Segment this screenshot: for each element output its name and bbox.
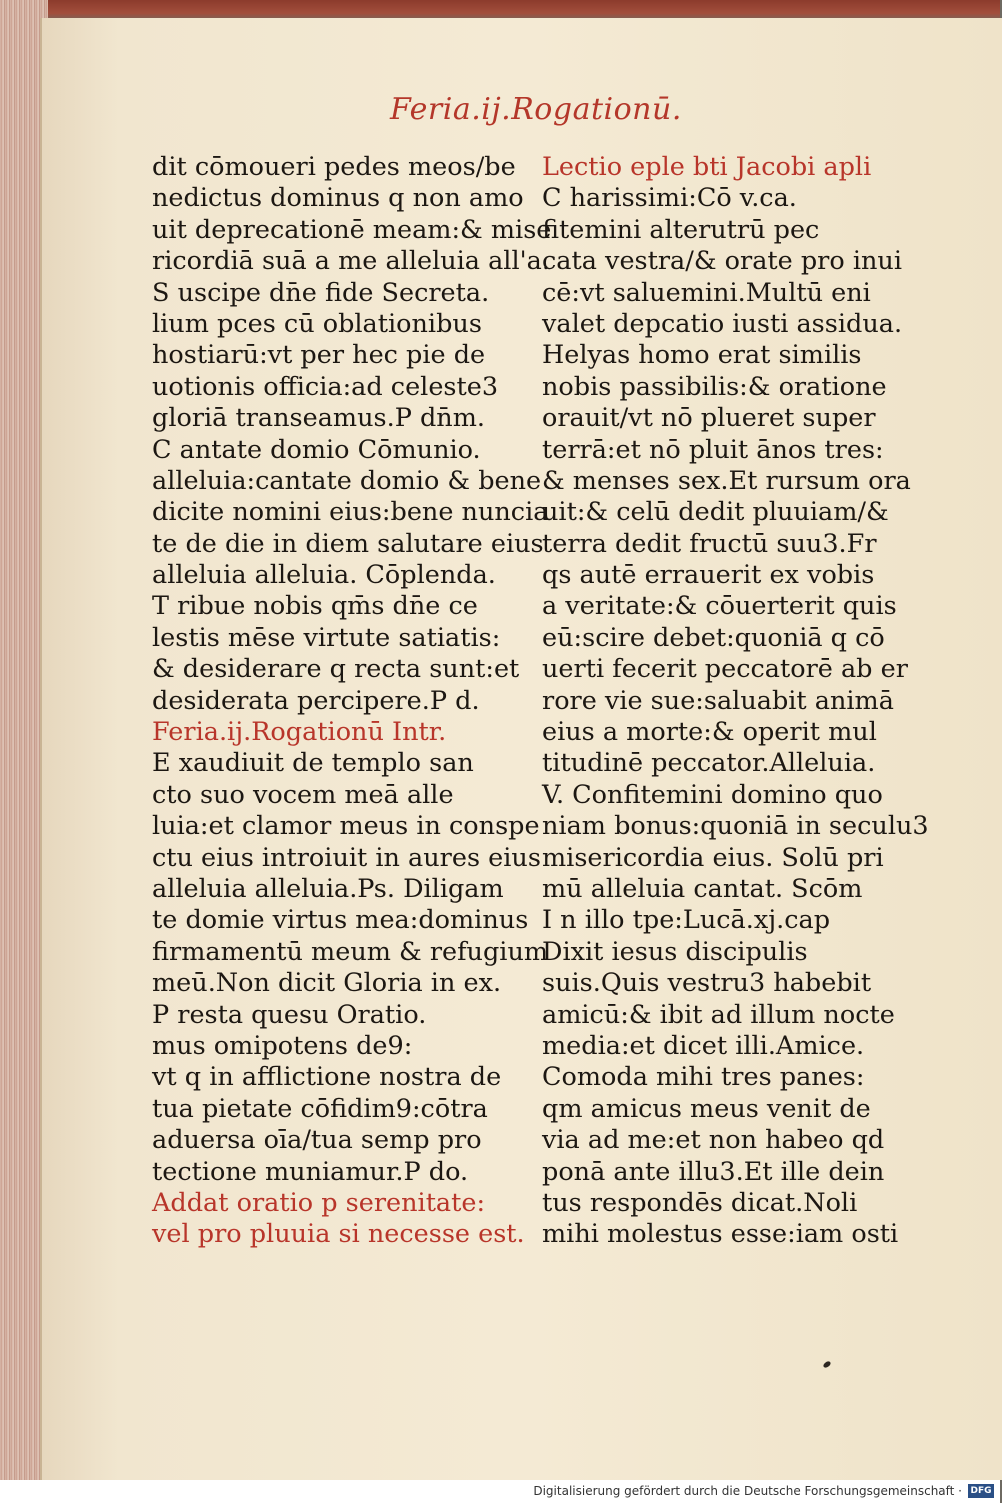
text-line: E xaudiuit de templo san [152,748,474,779]
text-line: desiderata percipere.P d. [152,685,480,716]
text-line: uotionis officia:ad celeste3 [152,371,499,402]
text-line: luia:et clamor meus in conspe [152,811,540,842]
text-line: fitemini alterutrū pec [542,214,820,245]
text-line: firmamentū meum & refugium [152,936,549,967]
text-line: rore vie sue:saluabit animā [542,685,894,716]
text-line: cē:vt saluemini.Multū eni [542,277,871,308]
text-line: lium pces cū oblationibus [152,308,482,339]
text-line: aduersa oīa/tua semp pro [152,1125,482,1156]
text-line: eius a morte:& operit mul [542,717,877,748]
text-line: terra dedit fructū suu3.Fr [542,528,877,559]
text-line: uit:& celū dedit pluuiam/& [542,497,889,528]
text-line: a veritate:& cōuerterit quis [542,591,897,622]
text-line: Feria.ij.Rogationū Intr. [152,717,447,748]
text-line: qs autē errauerit ex vobis [542,560,875,591]
text-line: P resta quesu Oratio. [152,999,427,1030]
text-line: T ribue nobis qm̄s dn̄e ce [152,591,478,622]
text-line: nobis passibilis:& oratione [542,371,887,402]
text-line: terrā:et nō pluit ānos tres: [542,434,884,465]
text-line: meū.Non dicit Gloria in ex. [152,968,502,999]
text-line: alleluia:cantate domio & bene [152,465,542,496]
text-line: mus omipotens de9: [152,1030,413,1061]
text-line: via ad me:et non habeo qd [542,1125,885,1156]
text-line: nedictus dominus q non amo [152,183,524,214]
text-line: vt q in afflictione nostra de [152,1062,502,1093]
text-line: I n illo tpe:Lucā.xj.cap [542,905,831,936]
text-line: dicite nomini eius:bene nuncia [152,497,549,528]
text-line: media:et dicet illi.Amice. [542,1030,865,1061]
text-line: Lectio eple bti Jacobi apli [542,152,872,182]
left-text-column [152,152,552,1251]
text-line: amicū:& ibit ad illum nocte [542,999,895,1030]
text-line: uerti fecerit peccatorē ab er [542,654,908,685]
text-line: gloriā transeamus.P dn̄m. [152,403,486,434]
footer-bar [0,1480,1000,1503]
text-line: lestis mēse virtute satiatis: [152,622,501,653]
text-line: ponā ante illu3.Et ille dein [542,1156,885,1187]
text-line: Comoda mihi tres panes: [542,1062,865,1093]
text-line: titudinē peccator.Alleluia. [542,748,876,779]
text-line: alleluia alleluia. Cōplenda. [152,560,496,591]
text-line: & menses sex.Et rursum ora [542,465,911,496]
text-line: hostiarū:vt per hec pie de [152,340,486,371]
text-line: suis.Quis vestru3 habebit [542,968,872,999]
text-line: alleluia alleluia.Ps. Diligam [152,873,504,904]
text-line: cata vestra/& orate pro inui [542,246,902,277]
text-line: C harissimi:Cō v.ca. [542,183,797,214]
text-line: cto suo vocem meā alle [152,779,454,810]
text-line: mū alleluia cantat. Scōm [542,873,863,904]
text-line: ctu eius introiuit in aures eius [152,842,541,873]
text-line: tectione muniamur.P do. [152,1156,469,1187]
right-text-column [542,152,929,1251]
text-line: vel pro pluuia si necesse est. [152,1219,525,1250]
text-line: C antate domio Cōmunio. [152,434,481,465]
text-line: qm amicus meus venit de [542,1093,871,1124]
dfg-logo: DFG [968,1484,994,1498]
text-line: Helyas homo erat similis [542,340,862,371]
text-line: tua pietate cōfidim9:cōtra [152,1093,488,1124]
text-line: tus respondēs dicat.Noli [542,1187,858,1218]
text-line: Dixit iesus discipulis [542,936,808,967]
text-line: S uscipe dn̄e fide Secreta. [152,277,490,308]
text-line: V. Confitemini domino quo [542,779,883,810]
text-line: orauit/vt nō plueret super [542,403,876,434]
text-line: ricordiā suā a me alleluia all'a. [152,246,550,277]
running-head: Feria.ij.Rogationū. [390,92,682,127]
text-line: uit deprecationē meam:& mise [152,214,552,245]
text-line: dit cōmoueri pedes meos/be [152,152,516,182]
text-line: eū:scire debet:quoniā q cō [542,622,885,653]
text-line: misericordia eius. Solū pri [542,842,884,873]
text-line: te domie virtus mea:dominus [152,905,529,936]
text-line: & desiderare q recta sunt:et [152,654,520,685]
text-line: valet depcatio iusti assidua. [542,308,903,339]
text-line: mihi molestus esse:iam osti [542,1219,899,1250]
text-line: niam bonus:quoniā in seculu3 [542,811,929,842]
footer-credit: Digitalisierung gefördert durch die Deutsche Forschungsgemeinschaft · [533,1484,962,1498]
text-line: Addat oratio p serenitate: [152,1187,486,1218]
text-line: te de die in diem salutare eius [152,528,544,559]
